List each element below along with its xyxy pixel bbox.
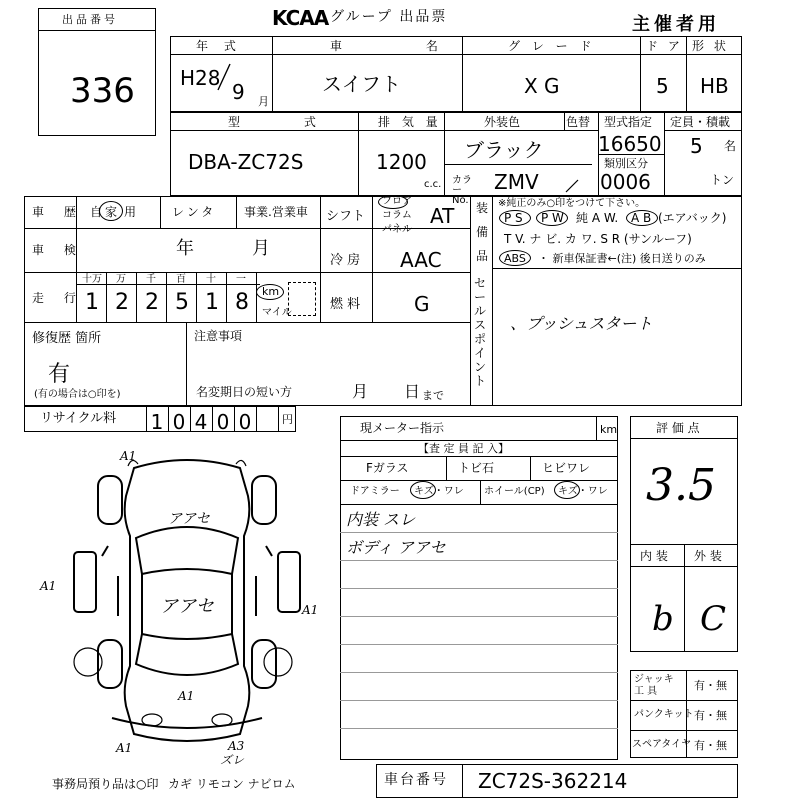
inspection-label: 車 検 (32, 243, 84, 257)
mileage-unit-4: 十 (206, 274, 216, 285)
disp-value: 1200 (376, 150, 427, 174)
model-value: DBA-ZC72S (188, 150, 304, 174)
body-value: HB (700, 74, 729, 98)
chassis-label: 車台番号 (384, 772, 448, 788)
year-value: H28 (180, 66, 221, 90)
car-name: スイフト (322, 72, 401, 96)
mileage-mile: マイル (262, 307, 292, 318)
recycle-digit: 0 (216, 410, 230, 434)
repair-value: 有 (48, 362, 71, 387)
equipment-label-1: 装 (476, 201, 489, 215)
notes-label: 注意事項 (194, 329, 243, 343)
aircon-label: 冷 房 (330, 253, 361, 268)
class-label: 類別区分 (604, 157, 648, 170)
deadline-day: 日 (404, 382, 421, 401)
spare-opts: 有・無 (694, 739, 727, 752)
equip-pw: P W (541, 211, 564, 225)
spare-label: スペアタイヤ (632, 739, 692, 750)
meter-label: 現メーター指示 (360, 421, 445, 435)
grade-label: グ レ ー ド (508, 39, 596, 53)
mileage-unit-5: 一 (236, 274, 246, 285)
history-private: 自 (90, 205, 103, 219)
mileage-unit-1: 万 (116, 274, 126, 285)
inspection-year-unit: 年 (176, 238, 194, 259)
jack-label: ジャッキ 工 具 (634, 674, 674, 697)
door-value: 5 (656, 74, 669, 98)
memo-line-1: 内装 スレ (346, 510, 416, 529)
damage-mark: A1 (116, 741, 133, 755)
aircon-value: AAC (400, 248, 442, 272)
repaint-label: 色替 (566, 115, 591, 129)
class-value: 0006 (600, 170, 651, 194)
mileage-digit: 5 (175, 290, 189, 315)
interior-label: 内 装 (640, 549, 668, 563)
mileage-digit: 8 (235, 290, 249, 315)
deadline-label: 名変期日の短い方 (196, 385, 293, 399)
type-spec-value: 16650 (598, 132, 662, 156)
lot-number: 336 (70, 71, 135, 111)
rating-score: 3.5 (646, 460, 716, 511)
office-note: 事務局預り品は○印 (52, 777, 159, 791)
history-business: 事業.営業車 (244, 205, 308, 219)
name-label: 車 名 (330, 39, 478, 53)
mileage-unit-0: 十万 (82, 274, 102, 285)
mirror-label: ドアミラー (350, 486, 400, 497)
damage-mark: ズレ (220, 753, 245, 767)
type-spec-label: 型式指定 (604, 115, 653, 129)
disp-label: 排 気 量 (378, 115, 442, 129)
color-label: 外装色 (484, 115, 521, 129)
mileage-digit: 1 (205, 290, 219, 315)
chassis-number: ZC72S-362214 (478, 769, 628, 793)
interior-score: b (652, 599, 674, 639)
damage-mark: A1 (178, 689, 195, 703)
mileage-km: km (262, 285, 280, 298)
organizer-label: 主催者用 (632, 14, 720, 35)
history-home: 家 (105, 205, 118, 219)
shift-panel: パネル (382, 224, 412, 235)
equip-ps: P S (504, 211, 523, 225)
capacity-unit: 名 (724, 139, 737, 153)
damage-mark: アアセ (160, 596, 214, 617)
sales-point-text: 、プッシュスタート (510, 314, 653, 333)
equip-aw: 純 A W. (576, 211, 619, 225)
year-slash-icon (214, 62, 234, 92)
equipment-label-2: 備 (476, 225, 489, 239)
meter-unit: km (600, 423, 618, 436)
kit-opts: 有・無 (694, 709, 727, 722)
equip-ab-note: (エアバック) (658, 211, 727, 225)
year-label: 年 式 (196, 39, 242, 53)
fuel-label: 燃 料 (330, 297, 361, 312)
recycle-label: リサイクル料 (40, 411, 117, 426)
equipment-label-3: 品 (476, 249, 489, 263)
sales-point-label: セ ー ル ス ポ イ ン ト (474, 276, 487, 388)
month-value: 9 (232, 80, 245, 104)
exterior-score: C (700, 599, 727, 639)
kit-label: パンクキット (634, 709, 694, 720)
deadline-month: 月 (352, 382, 369, 401)
rating-label: 評 価 点 (656, 421, 700, 435)
mileage-unit-3: 百 (176, 274, 186, 285)
model-label: 型 式 (228, 115, 346, 129)
disp-unit: c.c. (424, 179, 442, 190)
jack-opts: 有・無 (694, 679, 727, 692)
form-title: グループ 出品票 (330, 9, 448, 25)
inspection-month-unit: 月 (252, 238, 270, 259)
wheel-label: ホイール(CP) (484, 486, 545, 497)
equip-line3: ・ 新車保証書←(注) 後日送りのみ (538, 252, 706, 265)
fuel-value: G (414, 292, 430, 316)
brand-logo: KCAA (272, 6, 329, 30)
equip-line2: T V. ナ ビ. カ ワ. S R (サンルーフ) (504, 232, 692, 246)
mileage-label: 走 行 (32, 291, 84, 305)
damage-mark: A1 (40, 579, 57, 593)
damage-mark: アアセ (168, 511, 210, 527)
shift-floor: フロア (382, 196, 412, 207)
damage-mark: A1 (302, 603, 319, 617)
recycle-digit: 4 (194, 410, 208, 434)
deadline-until: まで (422, 389, 444, 402)
grade-value: X G (524, 74, 560, 98)
mileage-digit: 2 (115, 290, 129, 315)
office-items: カギ リモコン ナビロム (168, 777, 296, 791)
mileage-unit-2: 千 (146, 274, 156, 285)
color-value: ブラック (464, 138, 544, 162)
damage-mark: A1 (120, 449, 137, 463)
repair-note: (有の場合は○印を) (34, 389, 121, 400)
color-no-label: カラー No. (452, 175, 472, 206)
exterior-label: 外 装 (694, 549, 722, 563)
month-unit: 月 (258, 95, 269, 108)
recycle-digit: 1 (150, 410, 164, 434)
glass-label: Fガラス (366, 461, 409, 475)
color-no-value: ZMV (494, 170, 539, 194)
history-label: 車 歴 (32, 205, 84, 219)
memo-line-2: ボディ アアセ (346, 538, 446, 557)
body-label: 形 状 (692, 39, 729, 53)
crack-label: ヒビワレ (542, 461, 591, 475)
door-label: ド ア (646, 39, 683, 53)
recycle-unit: 円 (282, 413, 293, 426)
capacity-value: 5 (690, 134, 703, 158)
history-use: 用 (124, 205, 137, 219)
mileage-digit: 2 (145, 290, 159, 315)
recycle-digit: 0 (238, 410, 252, 434)
equip-abs: ABS (504, 252, 526, 265)
color-slash-icon (562, 178, 582, 194)
recycle-digit: 0 (172, 410, 186, 434)
repair-label: 修復歴 箇所 (32, 331, 102, 346)
history-rental: レンタ (172, 205, 217, 219)
lot-label: 出品番号 (62, 13, 118, 26)
load-unit: トン (710, 173, 735, 187)
damage-mark: A3 (228, 739, 245, 753)
wheel-opts: キズ・ワレ (558, 486, 608, 497)
shift-column: コラム (382, 210, 412, 221)
inspector-label: 【査 定 員 記 入】 (418, 442, 509, 455)
mirror-opts: キズ・ワレ (414, 486, 464, 497)
capacity-label: 定員・積載 (670, 115, 731, 129)
equipment-note: ※純正のみ○印をつけて下さい。 (498, 198, 646, 209)
shift-label: シフト (326, 209, 366, 224)
stone-chip-label: トビ石 (458, 461, 495, 475)
mileage-digit: 1 (85, 290, 99, 315)
shift-value: AT (430, 204, 455, 228)
equip-ab: A B (631, 211, 652, 225)
